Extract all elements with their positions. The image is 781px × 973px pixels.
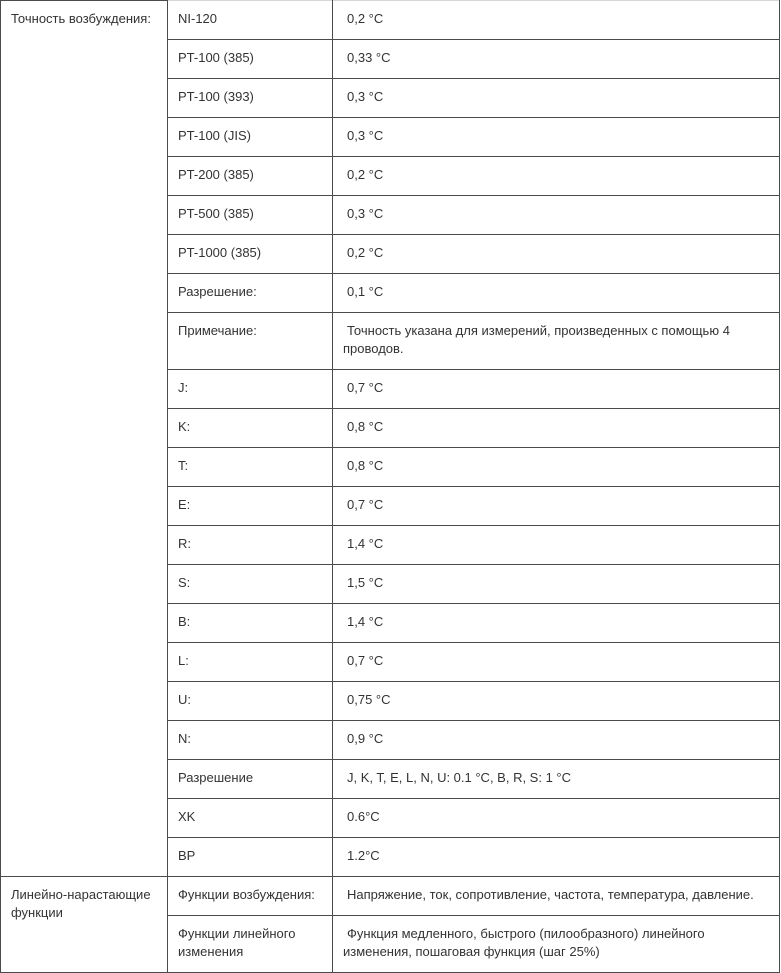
param-cell: T: <box>168 448 333 487</box>
value-cell: 1,5 °C <box>333 565 780 604</box>
value-cell: J, K, T, E, L, N, U: 0.1 °C, B, R, S: 1 °C <box>333 760 780 799</box>
value-cell: 0,2 °C <box>333 235 780 274</box>
group-label: Линейно-нарастающие функции <box>1 877 168 973</box>
value-cell: 0,8 °C <box>333 409 780 448</box>
value-cell: 1.2°C <box>333 838 780 877</box>
value-cell: 1,4 °C <box>333 526 780 565</box>
param-cell: NI-120 <box>168 1 333 40</box>
param-cell: PT-1000 (385) <box>168 235 333 274</box>
param-cell: BP <box>168 838 333 877</box>
value-cell: Точность указана для измерений, произведенных с помощью 4 проводов. <box>333 313 780 370</box>
value-cell: Напряжение, ток, сопротивление, частота, температура, давление. <box>333 877 780 916</box>
value-cell: 0,3 °C <box>333 196 780 235</box>
param-cell: Функции возбуждения: <box>168 877 333 916</box>
value-cell: 0,33 °C <box>333 40 780 79</box>
table-row <box>1 877 780 916</box>
param-cell: XK <box>168 799 333 838</box>
param-cell: Примечание: <box>168 313 333 370</box>
group-label: Точность возбуждения: <box>1 1 168 877</box>
param-cell: L: <box>168 643 333 682</box>
value-cell: 0.6°C <box>333 799 780 838</box>
value-cell: 0,75 °C <box>333 682 780 721</box>
value-cell: 0,2 °C <box>333 157 780 196</box>
value-cell: 0,7 °C <box>333 370 780 409</box>
param-cell: J: <box>168 370 333 409</box>
param-cell: Функции линейного изменения <box>168 916 333 973</box>
param-cell: PT-100 (385) <box>168 40 333 79</box>
param-cell: Разрешение <box>168 760 333 799</box>
param-cell: R: <box>168 526 333 565</box>
table-row <box>1 1 780 40</box>
param-cell: PT-200 (385) <box>168 157 333 196</box>
param-cell: PT-100 (393) <box>168 79 333 118</box>
param-cell: K: <box>168 409 333 448</box>
value-cell: 0,7 °C <box>333 643 780 682</box>
value-cell: 0,7 °C <box>333 487 780 526</box>
param-cell: PT-500 (385) <box>168 196 333 235</box>
value-cell: 0,2 °C <box>333 1 780 40</box>
value-cell: Функция медленного, быстрого (пилообразного) линейного изменения, пошаговая функция (шаг 25%) <box>333 916 780 973</box>
param-cell: Разрешение: <box>168 274 333 313</box>
param-cell: N: <box>168 721 333 760</box>
param-cell: E: <box>168 487 333 526</box>
param-cell: S: <box>168 565 333 604</box>
value-cell: 0,8 °C <box>333 448 780 487</box>
param-cell: U: <box>168 682 333 721</box>
value-cell: 0,3 °C <box>333 79 780 118</box>
value-cell: 0,3 °C <box>333 118 780 157</box>
value-cell: 1,4 °C <box>333 604 780 643</box>
param-cell: B: <box>168 604 333 643</box>
value-cell: 0,9 °C <box>333 721 780 760</box>
param-cell: PT-100 (JIS) <box>168 118 333 157</box>
value-cell: 0,1 °C <box>333 274 780 313</box>
